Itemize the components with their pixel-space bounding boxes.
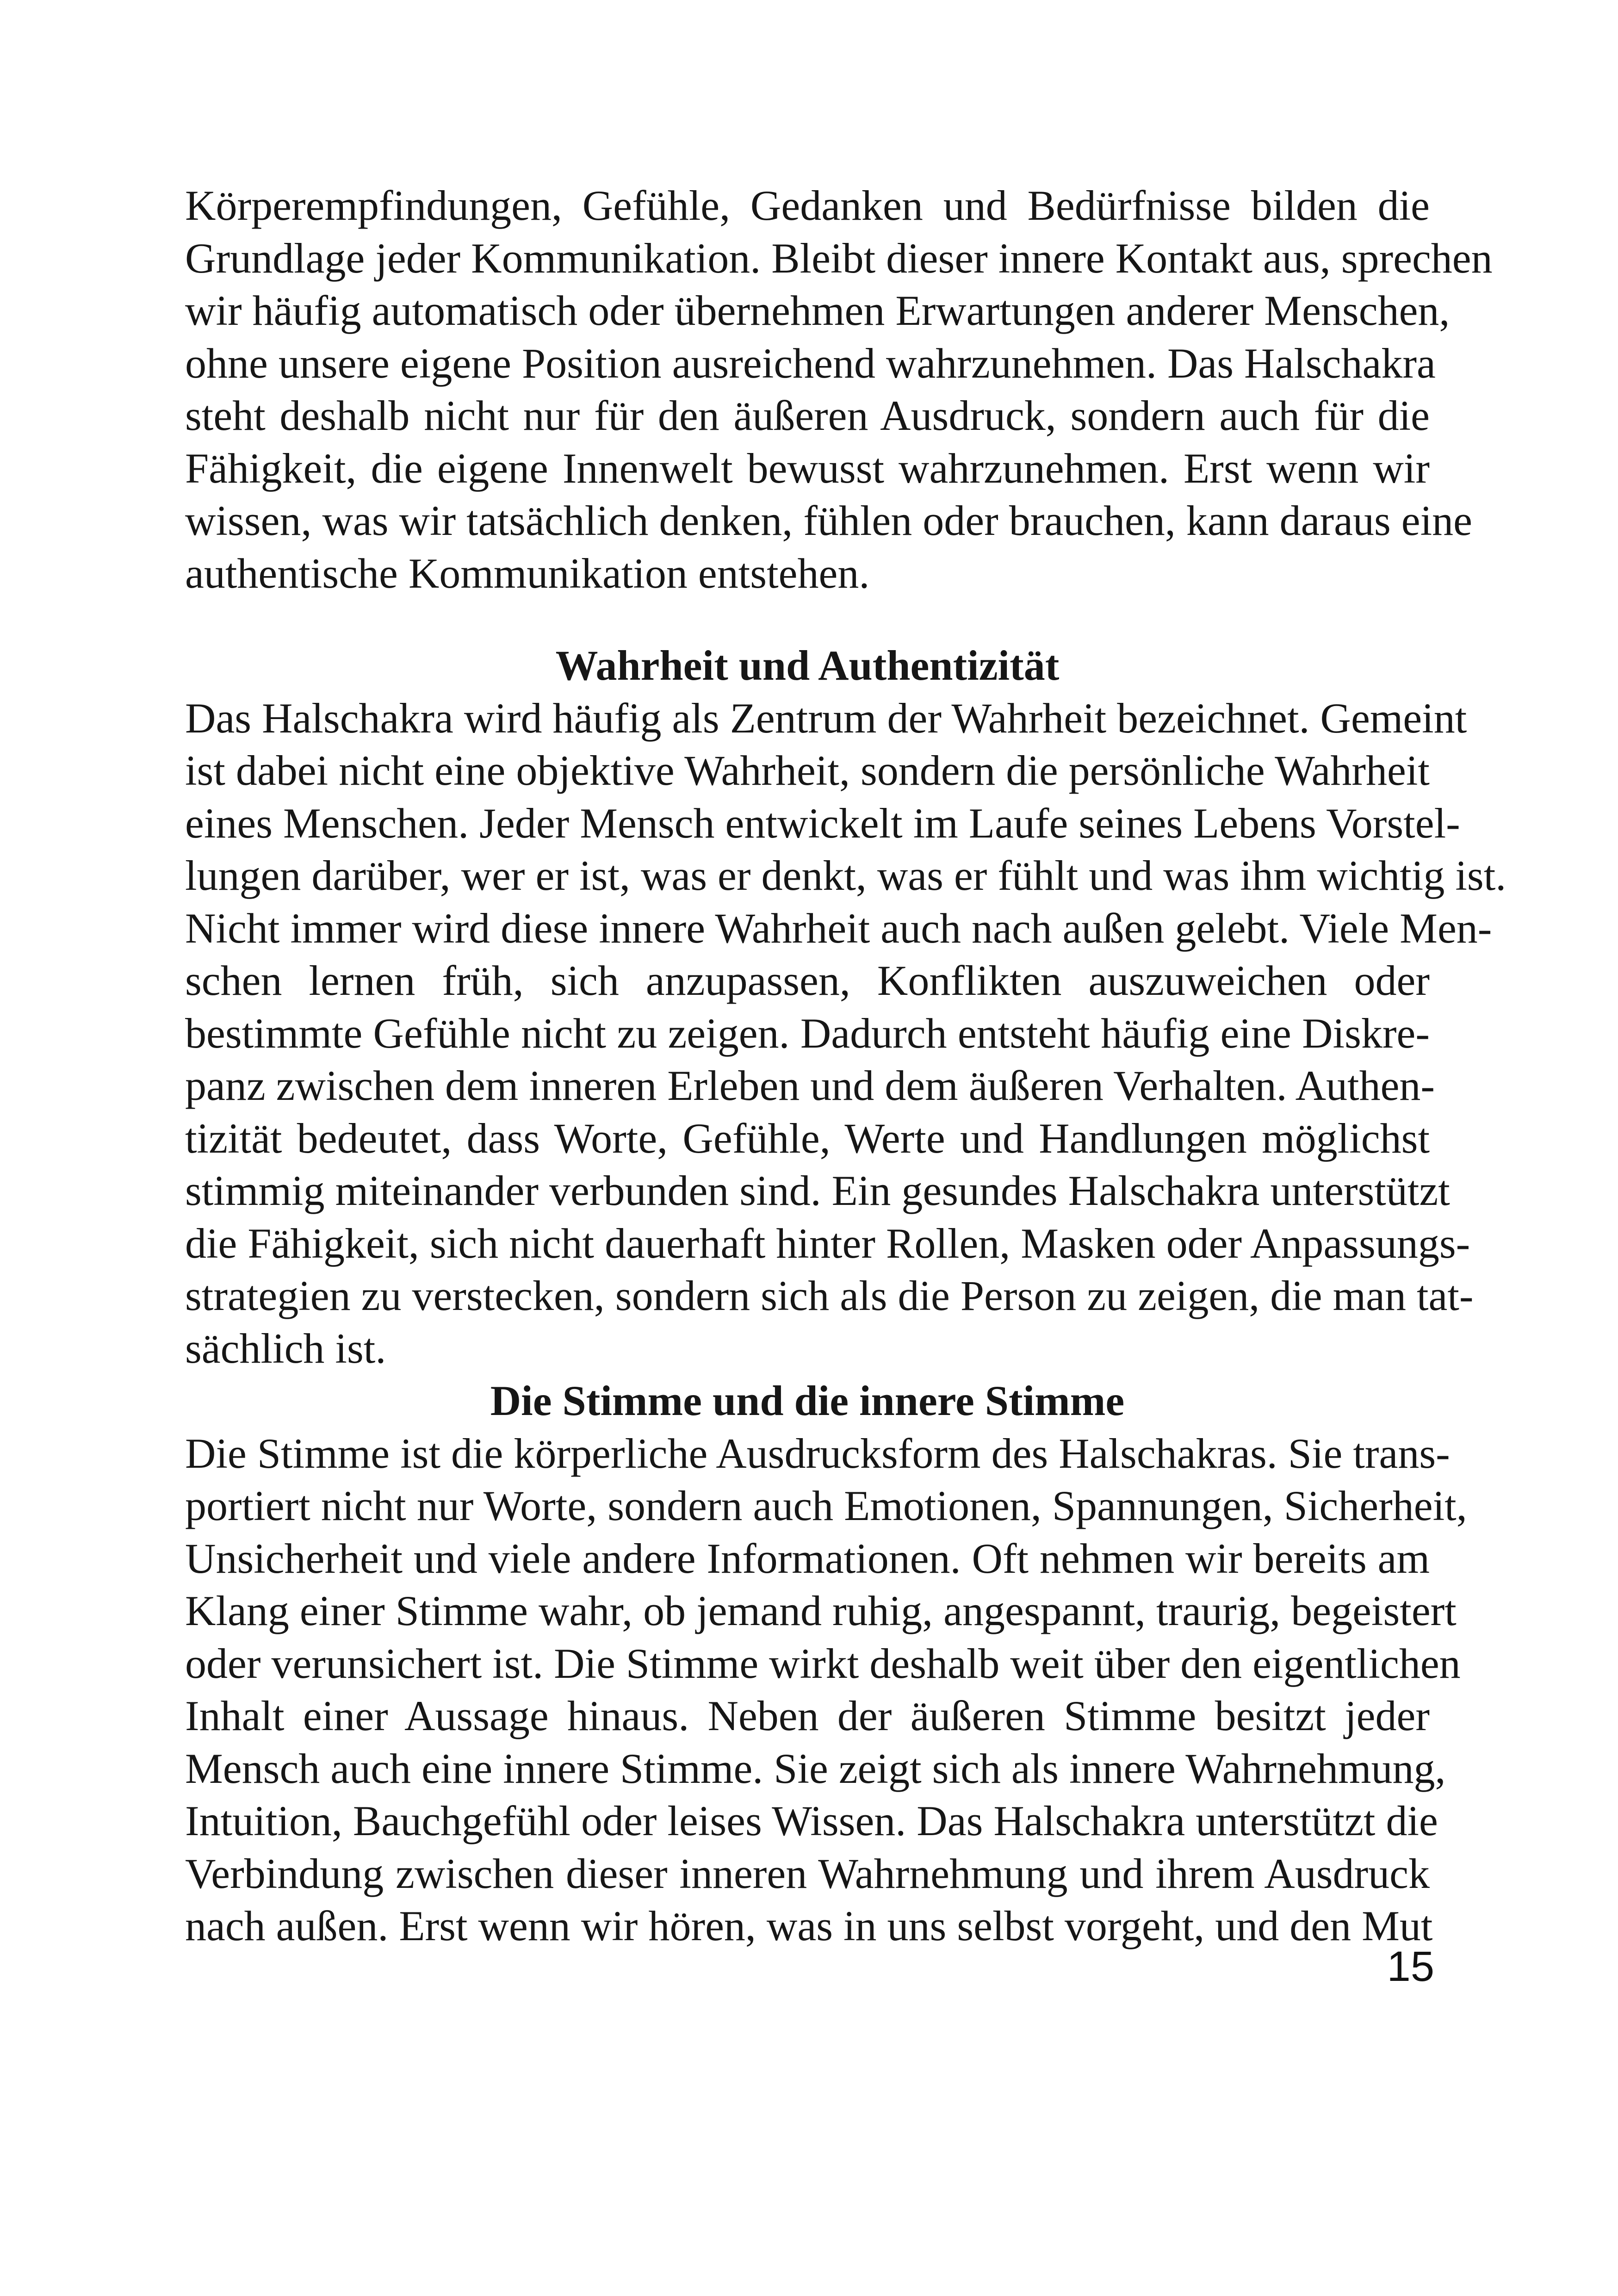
section-stimme-paragraph (185, 1427, 1467, 1953)
text-line: Die Stimme ist die körperliche Ausdrucksform des Halschakras. Sie trans- (185, 1429, 1450, 1477)
text-line: strategien zu verstecken, sondern sich als die Person zu zeigen, die man tat- (185, 1272, 1474, 1319)
text-line: authentische Kommunikation entstehen. (185, 549, 870, 597)
text-line: Fähigkeit, die eigene Innenwelt bewusst wahrzunehmen. Erst wenn wir (185, 444, 1430, 492)
text-line: Grundlage jeder Kommunikation. Bleibt dieser innere Kontakt aus, sprechen (185, 234, 1493, 282)
section-heading-stimme: Die Stimme und die innere Stimme (490, 1377, 1125, 1424)
text-line: steht deshalb nicht nur für den äußeren Ausdruck, sondern auch für die (185, 392, 1430, 439)
text-line: ist dabei nicht eine objektive Wahrheit, sondern die persönliche Wahrheit (185, 747, 1430, 794)
text-line: nach außen. Erst wenn wir hören, was in uns selbst vorgeht, und den Mut (185, 1902, 1433, 1949)
text-line: wir häufig automatisch oder übernehmen Erwartungen anderer Menschen, (185, 287, 1450, 334)
text-line: Klang einer Stimme wahr, ob jemand ruhig, angespannt, traurig, begeistert (185, 1587, 1457, 1634)
text-line: Körperempfindungen, Gefühle, Gedanken und Bedürfnisse bilden die (185, 182, 1430, 229)
text-line: portiert nicht nur Worte, sondern auch Emotionen, Spannungen, Sicherheit, (185, 1482, 1467, 1529)
text-line: wissen, was wir tatsächlich denken, fühlen oder brauchen, kann daraus eine (185, 497, 1473, 544)
text-line: Mensch auch eine innere Stimme. Sie zeigt sich als innere Wahrnehmung, (185, 1744, 1446, 1792)
text-line: stimmig miteinander verbunden sind. Ein gesundes Halschakra unterstützt (185, 1167, 1450, 1214)
text-line: schen lernen früh, sich anzupassen, Konflikten auszuweichen oder (185, 957, 1430, 1004)
page-body (185, 180, 1506, 1953)
text-line: Das Halschakra wird häufig als Zentrum der Wahrheit bezeichnet. Gemeint (185, 694, 1467, 742)
text-line: Unsicherheit und viele andere Informationen. Oft nehmen wir bereits am (185, 1534, 1430, 1582)
section-wahrheit-paragraph (185, 692, 1506, 1375)
text-line: Inhalt einer Aussage hinaus. Neben der äußeren Stimme besitzt jeder (185, 1692, 1430, 1739)
text-line: Nicht immer wird diese innere Wahrheit auch nach außen gelebt. Viele Men- (185, 904, 1492, 952)
text-line: tizität bedeutet, dass Worte, Gefühle, Werte und Handlungen möglichst (185, 1114, 1430, 1162)
text-line: panz zwischen dem inneren Erleben und dem äußeren Verhalten. Authen- (185, 1062, 1435, 1109)
paragraph-spacer (185, 600, 1430, 639)
text-line: sächlich ist. (185, 1324, 386, 1372)
section-heading-wahrheit: Wahrheit und Authentizität (555, 642, 1060, 689)
text-line: ohne unsere eigene Position ausreichend wahrzunehmen. Das Halschakra (185, 339, 1436, 387)
text-line: oder verunsichert ist. Die Stimme wirkt deshalb weit über den eigentlichen (185, 1639, 1461, 1687)
text-line: lungen darüber, wer er ist, was er denkt, was er fühlt und was ihm wichtig ist. (185, 852, 1506, 899)
text-line: bestimmte Gefühle nicht zu zeigen. Dadurch entsteht häufig eine Diskre- (185, 1009, 1430, 1057)
page-number: 15 (1387, 1943, 1434, 1990)
text-line: die Fähigkeit, sich nicht dauerhaft hinter Rollen, Masken oder Anpassungs- (185, 1219, 1470, 1267)
intro-paragraph (185, 180, 1493, 600)
text-line: Verbindung zwischen dieser inneren Wahrnehmung und ihrem Ausdruck (185, 1849, 1430, 1897)
text-line: Intuition, Bauchgefühl oder leises Wissen. Das Halschakra unterstützt die (185, 1797, 1438, 1844)
text-line: eines Menschen. Jeder Mensch entwickelt im Laufe seines Lebens Vorstel- (185, 799, 1460, 847)
